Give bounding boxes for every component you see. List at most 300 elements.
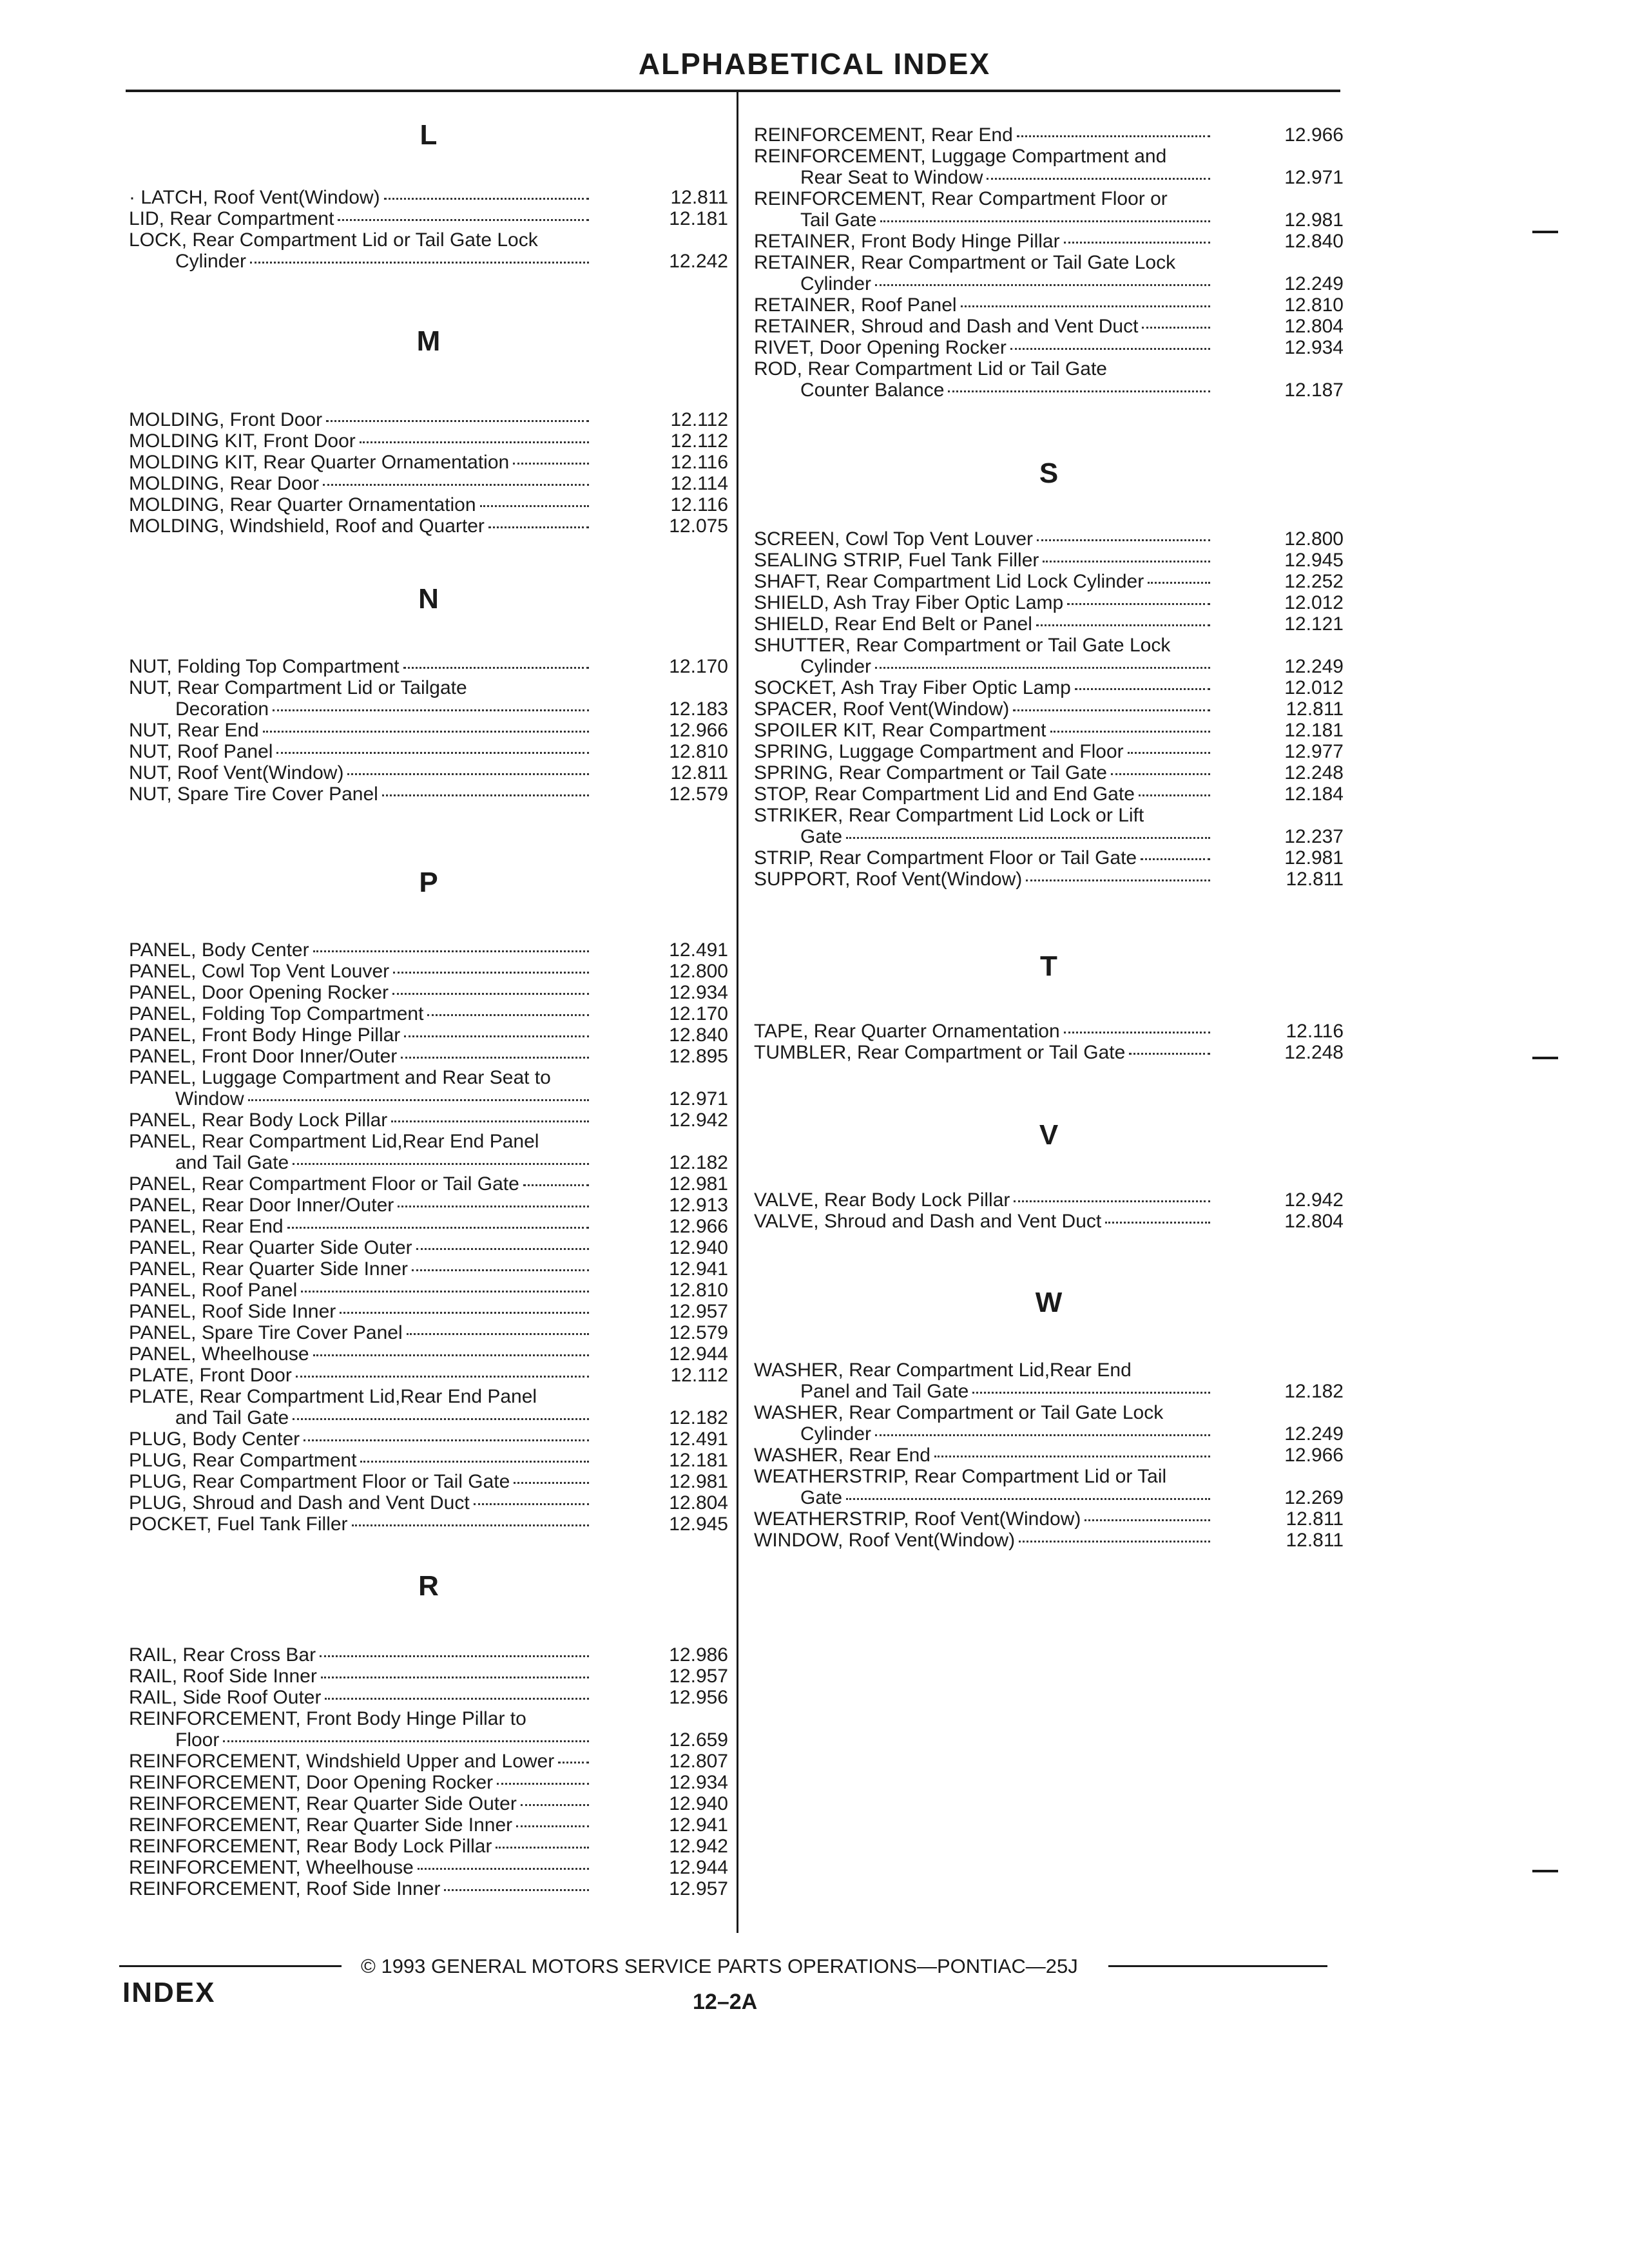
page-reference: 12.116 xyxy=(670,494,728,515)
entry-line xyxy=(129,1471,593,1492)
entry-text xyxy=(129,762,593,783)
index-entry xyxy=(754,869,1344,890)
entry-text xyxy=(754,677,1214,698)
dot-leader xyxy=(360,1456,589,1463)
dot-leader xyxy=(1141,853,1210,860)
index-entry xyxy=(129,961,728,982)
entry-line xyxy=(754,294,1214,316)
index-entry xyxy=(754,528,1344,550)
page-reference: 12.659 xyxy=(669,1729,728,1751)
entry-name: REINFORCEMENT, Front Body Hinge Pillar to xyxy=(129,1708,526,1729)
page-reference: 12.187 xyxy=(1284,380,1344,401)
entry-line xyxy=(129,741,593,762)
index-entry-list xyxy=(754,1360,1344,1551)
index-entry xyxy=(129,430,728,452)
entry-name: WEATHERSTRIP, Roof Vent(Window) xyxy=(754,1508,1081,1530)
entry-line xyxy=(129,939,593,961)
dot-leader xyxy=(1050,726,1211,733)
index-entry xyxy=(129,1428,728,1450)
entry-line xyxy=(129,1343,593,1365)
index-entry xyxy=(129,1836,728,1857)
dot-leader xyxy=(1067,598,1210,605)
index-entry xyxy=(129,208,728,229)
page-reference: 12.981 xyxy=(669,1173,728,1195)
index-entry-list xyxy=(129,409,728,537)
page-reference: 12.252 xyxy=(1284,571,1344,592)
dot-leader xyxy=(427,1009,589,1016)
index-entry xyxy=(129,1280,728,1301)
entry-text xyxy=(754,720,1214,741)
index-entry xyxy=(129,1365,728,1386)
page-reference: 12.249 xyxy=(1284,273,1344,294)
entry-text xyxy=(129,961,593,982)
page-reference: 12.811 xyxy=(1286,1508,1344,1530)
entry-name: STRIP, Rear Compartment Floor or Tail Gate xyxy=(754,847,1137,869)
dot-leader xyxy=(304,1434,589,1441)
entry-text xyxy=(129,1301,593,1322)
entry-line xyxy=(754,656,1214,677)
entry-text xyxy=(754,762,1214,783)
entry-line xyxy=(129,251,593,272)
entry-name: RETAINER, Rear Compartment or Tail Gate Lock xyxy=(754,252,1176,273)
entry-name: SOCKET, Ash Tray Fiber Optic Lamp xyxy=(754,677,1071,698)
page-reference: 12.966 xyxy=(669,720,728,741)
entry-line xyxy=(129,1514,593,1535)
entry-line xyxy=(754,167,1214,188)
entry-text xyxy=(129,452,593,473)
index-entry-list xyxy=(754,1021,1344,1063)
entry-line xyxy=(129,1110,593,1131)
entry-text xyxy=(754,869,1214,890)
entry-line xyxy=(129,1857,593,1878)
margin-mark xyxy=(1532,1057,1558,1059)
entry-continuation: Cylinder xyxy=(800,656,872,677)
entry-name: STRIKER, Rear Compartment Lid Lock or Lift xyxy=(754,805,1144,826)
entry-name: LID, Rear Compartment xyxy=(129,208,334,229)
entry-name: SPRING, Rear Compartment or Tail Gate xyxy=(754,762,1107,783)
dot-leader xyxy=(347,768,589,775)
entry-line xyxy=(129,1024,593,1046)
page-reference: 12.810 xyxy=(669,1280,728,1301)
dot-leader xyxy=(1129,1048,1210,1055)
entry-text xyxy=(754,188,1214,231)
entry-text xyxy=(129,1428,593,1450)
index-entry xyxy=(129,656,728,677)
entry-text xyxy=(754,358,1214,401)
index-entry xyxy=(754,316,1344,337)
entry-name: PANEL, Rear Quarter Side Inner xyxy=(129,1258,408,1280)
index-entry xyxy=(754,252,1344,294)
entry-text xyxy=(129,1793,593,1814)
section-letter: L xyxy=(419,119,438,151)
dot-leader xyxy=(250,256,589,264)
index-entry xyxy=(129,1492,728,1514)
page-reference: 12.012 xyxy=(1284,592,1344,613)
entry-line xyxy=(754,316,1214,337)
entry-text xyxy=(129,1195,593,1216)
dot-leader xyxy=(412,1264,589,1271)
page-reference: 12.112 xyxy=(670,1365,728,1386)
index-entry xyxy=(129,1751,728,1772)
entry-name: NUT, Rear End xyxy=(129,720,259,741)
page-reference: 12.944 xyxy=(669,1857,728,1878)
entry-text xyxy=(129,1110,593,1131)
entry-text xyxy=(129,783,593,805)
entry-text xyxy=(129,1471,593,1492)
dot-leader xyxy=(416,1243,589,1250)
entry-text xyxy=(754,1445,1214,1466)
entry-text xyxy=(754,592,1214,613)
entry-name: REINFORCEMENT, Roof Side Inner xyxy=(129,1878,441,1899)
page-reference: 12.811 xyxy=(1286,698,1344,720)
section-letter: W xyxy=(1035,1287,1063,1318)
dot-leader xyxy=(880,215,1210,222)
entry-line xyxy=(754,550,1214,571)
dot-leader xyxy=(1013,704,1210,711)
page-reference: 12.248 xyxy=(1284,1042,1344,1063)
entry-line xyxy=(129,762,593,783)
entry-name: MOLDING, Rear Quarter Ornamentation xyxy=(129,494,476,515)
dot-leader xyxy=(1064,236,1210,244)
page-reference: 12.800 xyxy=(669,961,728,982)
entry-text xyxy=(129,677,593,720)
index-entry xyxy=(754,741,1344,762)
page-reference: 12.940 xyxy=(669,1793,728,1814)
section-letter: R xyxy=(418,1570,439,1602)
entry-line xyxy=(754,635,1214,656)
dot-leader xyxy=(961,300,1210,307)
entry-name: PANEL, Front Body Hinge Pillar xyxy=(129,1024,401,1046)
section-letter: S xyxy=(1039,457,1059,489)
dot-leader xyxy=(301,1285,589,1293)
index-entry xyxy=(129,982,728,1003)
entry-line xyxy=(754,273,1214,294)
entry-text xyxy=(129,1878,593,1899)
index-entry xyxy=(754,847,1344,869)
entry-name: NUT, Folding Top Compartment xyxy=(129,656,400,677)
dot-leader xyxy=(972,1387,1210,1394)
entry-name: PANEL, Roof Side Inner xyxy=(129,1301,336,1322)
index-entry xyxy=(129,1471,728,1492)
entry-text xyxy=(754,805,1214,847)
entry-line xyxy=(754,252,1214,273)
entry-line xyxy=(129,1237,593,1258)
dot-leader xyxy=(248,1094,589,1101)
dot-leader xyxy=(320,1650,589,1657)
index-entry xyxy=(129,1772,728,1793)
entry-line xyxy=(129,1836,593,1857)
entry-name: REINFORCEMENT, Rear Compartment Floor or xyxy=(754,188,1168,209)
entry-continuation: Tail Gate xyxy=(800,209,877,231)
dot-leader xyxy=(1017,130,1210,137)
page-reference: 12.182 xyxy=(669,1407,728,1428)
page-reference: 12.491 xyxy=(669,1428,728,1450)
entry-name: NUT, Spare Tire Cover Panel xyxy=(129,783,378,805)
entry-name: NUT, Rear Compartment Lid or Tailgate xyxy=(129,677,467,698)
dot-leader xyxy=(987,173,1210,180)
entry-continuation: Gate xyxy=(800,826,843,847)
dot-leader xyxy=(1036,619,1210,626)
page-reference: 12.807 xyxy=(669,1751,728,1772)
dot-leader xyxy=(296,1370,589,1378)
entry-line xyxy=(129,1173,593,1195)
entry-name: WASHER, Rear End xyxy=(754,1445,930,1466)
index-entry xyxy=(754,550,1344,571)
page-title: ALPHABETICAL INDEX xyxy=(638,47,991,81)
index-entry xyxy=(754,677,1344,698)
index-entry xyxy=(129,762,728,783)
dot-leader xyxy=(263,726,589,733)
entry-text xyxy=(754,613,1214,635)
entry-line xyxy=(754,741,1214,762)
entry-name: SPACER, Roof Vent(Window) xyxy=(754,698,1010,720)
index-entry xyxy=(754,358,1344,401)
entry-name: PANEL, Rear Quarter Side Outer xyxy=(129,1237,412,1258)
dot-leader xyxy=(382,789,589,796)
entry-continuation: Cylinder xyxy=(800,273,872,294)
entry-line xyxy=(754,1423,1214,1445)
entry-continuation: and Tail Gate xyxy=(175,1407,289,1428)
index-entry xyxy=(129,1173,728,1195)
index-entry xyxy=(129,1386,728,1428)
entry-name: PANEL, Rear Door Inner/Outer xyxy=(129,1195,394,1216)
entry-name: PLUG, Rear Compartment xyxy=(129,1450,357,1471)
entry-line xyxy=(129,1131,593,1152)
index-entry xyxy=(129,1131,728,1173)
entry-text xyxy=(754,528,1214,550)
page-reference: 12.181 xyxy=(1284,720,1344,741)
entry-name: VALVE, Rear Body Lock Pillar xyxy=(754,1189,1010,1211)
entry-text xyxy=(754,1021,1214,1042)
page-reference: 12.811 xyxy=(670,187,728,208)
entry-line xyxy=(129,229,593,251)
entry-name: PLATE, Front Door xyxy=(129,1365,292,1386)
index-entry xyxy=(754,1021,1344,1042)
index-entry xyxy=(754,783,1344,805)
entry-text xyxy=(129,430,593,452)
dot-leader xyxy=(1019,1535,1210,1542)
index-entry xyxy=(129,1814,728,1836)
entry-line xyxy=(129,1258,593,1280)
page-reference: 12.182 xyxy=(1284,1381,1344,1402)
entry-name: SEALING STRIP, Fuel Tank Filler xyxy=(754,550,1039,571)
entry-text xyxy=(754,635,1214,677)
entry-text xyxy=(754,1042,1214,1063)
entry-text xyxy=(129,1386,593,1428)
entry-line xyxy=(129,1708,593,1729)
dot-leader xyxy=(1075,683,1210,690)
dot-leader xyxy=(323,479,589,486)
entry-line xyxy=(754,337,1214,358)
entry-name: RETAINER, Roof Panel xyxy=(754,294,957,316)
dot-leader xyxy=(273,704,589,711)
entry-name: SCREEN, Cowl Top Vent Louver xyxy=(754,528,1033,550)
page-reference: 12.112 xyxy=(670,409,728,430)
entry-text xyxy=(129,1280,593,1301)
dot-leader xyxy=(325,1693,589,1700)
entry-line xyxy=(129,452,593,473)
entry-name: MOLDING KIT, Rear Quarter Ornamentation xyxy=(129,452,510,473)
page-reference: 12.971 xyxy=(669,1088,728,1110)
dot-leader xyxy=(497,1778,589,1785)
index-entry xyxy=(129,1046,728,1067)
dot-leader xyxy=(313,1349,589,1356)
entry-name: PANEL, Rear End xyxy=(129,1216,284,1237)
margin-mark xyxy=(1532,231,1558,233)
index-entry xyxy=(129,939,728,961)
dot-leader xyxy=(321,1671,589,1678)
entry-name: · LATCH, Roof Vent(Window) xyxy=(129,187,380,208)
index-entry-list xyxy=(129,1644,728,1899)
entry-text xyxy=(129,1857,593,1878)
entry-line xyxy=(129,430,593,452)
entry-text xyxy=(129,1751,593,1772)
page-reference: 12.075 xyxy=(669,515,728,537)
entry-line xyxy=(129,961,593,982)
page-reference: 12.957 xyxy=(669,1878,728,1899)
entry-continuation: Panel and Tail Gate xyxy=(800,1381,969,1402)
entry-name: POCKET, Fuel Tank Filler xyxy=(129,1514,348,1535)
entry-name: PANEL, Spare Tire Cover Panel xyxy=(129,1322,403,1343)
page-reference: 12.945 xyxy=(1284,550,1344,571)
entry-line xyxy=(129,1814,593,1836)
entry-text xyxy=(129,939,593,961)
entry-line xyxy=(754,1487,1214,1508)
index-entry xyxy=(129,409,728,430)
entry-text xyxy=(754,698,1214,720)
entry-name: SPOILER KIT, Rear Compartment xyxy=(754,720,1046,741)
page-reference: 12.811 xyxy=(670,762,728,783)
entry-line xyxy=(129,1428,593,1450)
dot-leader xyxy=(401,1052,589,1059)
entry-line xyxy=(129,1280,593,1301)
entry-line xyxy=(754,188,1214,209)
page-reference: 12.966 xyxy=(1284,1445,1344,1466)
entry-line xyxy=(754,1530,1214,1551)
index-entry xyxy=(129,1687,728,1708)
page-reference: 12.811 xyxy=(1286,869,1344,890)
index-entry xyxy=(754,124,1344,146)
index-entry xyxy=(754,613,1344,635)
dot-leader xyxy=(521,1799,589,1806)
page-reference: 12.942 xyxy=(669,1110,728,1131)
entry-line xyxy=(754,613,1214,635)
page-reference: 12.942 xyxy=(1284,1189,1344,1211)
dot-leader xyxy=(276,747,589,754)
entry-name: NUT, Roof Vent(Window) xyxy=(129,762,344,783)
entry-text xyxy=(754,1360,1214,1402)
page-reference: 12.971 xyxy=(1284,167,1344,188)
index-entry-list xyxy=(754,1189,1344,1232)
entry-name: MOLDING, Windshield, Roof and Quarter xyxy=(129,515,485,537)
entry-text xyxy=(754,337,1214,358)
page-reference: 12.957 xyxy=(669,1666,728,1687)
page-reference: 12.114 xyxy=(670,473,728,494)
entry-name: MOLDING, Front Door xyxy=(129,409,323,430)
entry-continuation: Cylinder xyxy=(175,251,247,272)
entry-line xyxy=(754,1402,1214,1423)
entry-text xyxy=(129,1216,593,1237)
page-reference: 12.804 xyxy=(1284,1211,1344,1232)
entry-line xyxy=(754,1360,1214,1381)
entry-name: REINFORCEMENT, Wheelhouse xyxy=(129,1857,414,1878)
section-letter: M xyxy=(416,325,441,357)
dot-leader xyxy=(384,193,589,200)
entry-text xyxy=(129,473,593,494)
index-entry xyxy=(129,1322,728,1343)
entry-line xyxy=(129,187,593,208)
index-entry xyxy=(754,231,1344,252)
entry-line xyxy=(754,677,1214,698)
footer-section-label: INDEX xyxy=(122,1977,216,2008)
entry-name: TUMBLER, Rear Compartment or Tail Gate xyxy=(754,1042,1126,1063)
index-entry xyxy=(754,1402,1344,1445)
index-entry xyxy=(129,229,728,272)
entry-text xyxy=(129,1365,593,1386)
entry-name: VALVE, Shroud and Dash and Vent Duct xyxy=(754,1211,1102,1232)
entry-text xyxy=(129,1173,593,1195)
entry-name: PANEL, Body Center xyxy=(129,939,309,961)
entry-name: REINFORCEMENT, Door Opening Rocker xyxy=(129,1772,494,1793)
page-reference: 12.895 xyxy=(669,1046,728,1067)
entry-text xyxy=(129,229,593,272)
entry-text xyxy=(129,1644,593,1666)
entry-continuation: Gate xyxy=(800,1487,843,1508)
entry-text xyxy=(129,1450,593,1471)
entry-line xyxy=(129,1195,593,1216)
page-reference: 12.840 xyxy=(669,1024,728,1046)
page-reference: 12.116 xyxy=(670,452,728,473)
dot-leader xyxy=(488,521,589,528)
dot-leader xyxy=(875,279,1210,286)
index-entry xyxy=(129,1110,728,1131)
index-entry xyxy=(129,187,728,208)
entry-line xyxy=(129,720,593,741)
entry-name: WASHER, Rear Compartment or Tail Gate Lock xyxy=(754,1402,1164,1423)
dot-leader xyxy=(1014,1195,1210,1202)
dot-leader xyxy=(407,1328,589,1335)
page-reference: 12.804 xyxy=(669,1492,728,1514)
index-entry xyxy=(754,1508,1344,1530)
dot-leader xyxy=(496,1841,589,1849)
page-reference: 12.986 xyxy=(669,1644,728,1666)
entry-continuation: and Tail Gate xyxy=(175,1152,289,1173)
dot-leader xyxy=(934,1450,1210,1457)
entry-line xyxy=(129,982,593,1003)
entry-line xyxy=(129,1322,593,1343)
entry-line xyxy=(754,1042,1214,1063)
entry-line xyxy=(129,1687,593,1708)
entry-line xyxy=(754,231,1214,252)
entry-name: REINFORCEMENT, Rear End xyxy=(754,124,1013,146)
entry-line xyxy=(754,1381,1214,1402)
page-reference: 12.170 xyxy=(669,1003,728,1024)
index-entry xyxy=(129,783,728,805)
entry-line xyxy=(754,146,1214,167)
page-reference: 12.981 xyxy=(1284,209,1344,231)
index-entry xyxy=(129,1514,728,1535)
entry-line xyxy=(754,528,1214,550)
index-entry xyxy=(129,1666,728,1687)
index-entry xyxy=(754,188,1344,231)
entry-name: SHIELD, Rear End Belt or Panel xyxy=(754,613,1032,635)
page-reference: 12.811 xyxy=(1286,1530,1344,1551)
page-reference: 12.945 xyxy=(669,1514,728,1535)
entry-text xyxy=(129,741,593,762)
dot-leader xyxy=(293,1413,589,1420)
page-reference: 12.491 xyxy=(669,939,728,961)
section-letter: N xyxy=(418,583,439,615)
